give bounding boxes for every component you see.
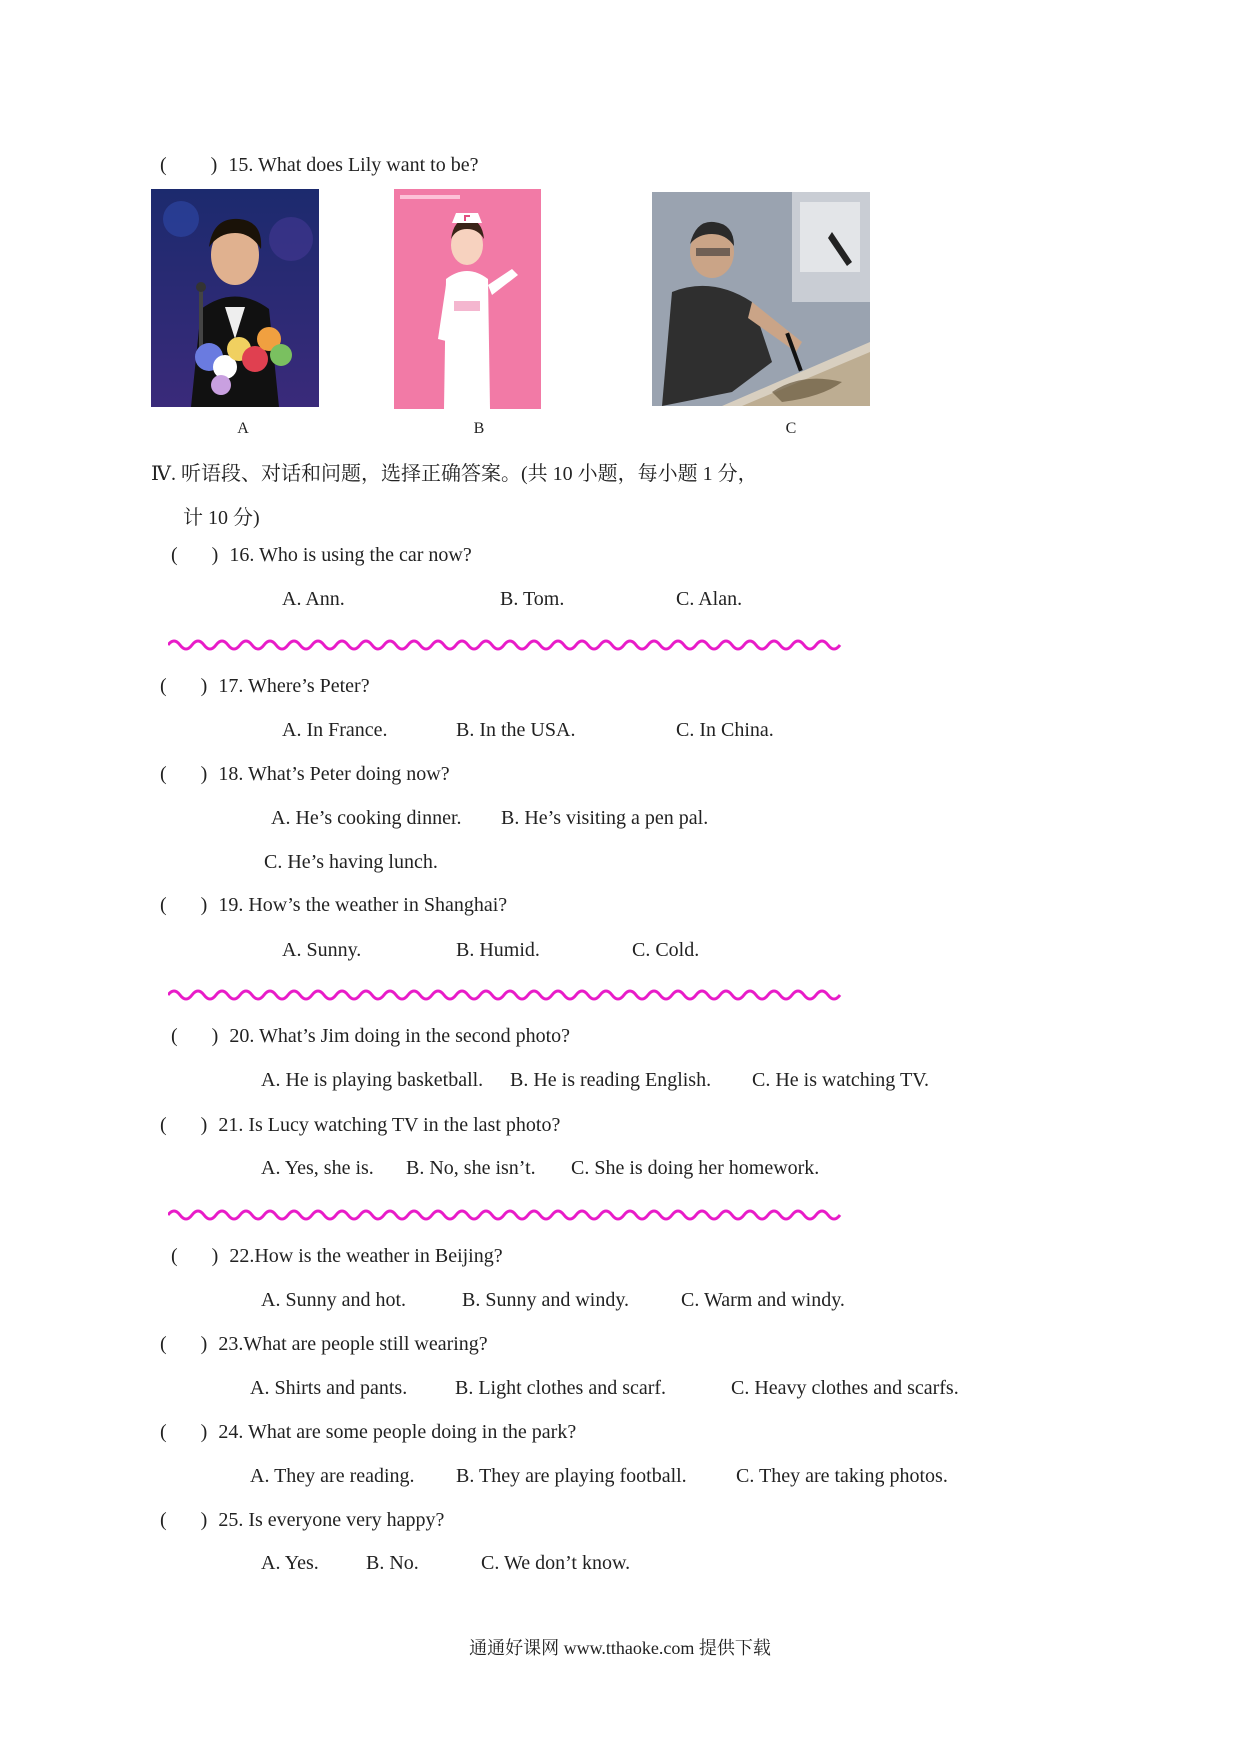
q25-option-a: A. Yes. [261, 1552, 319, 1574]
q18-option-a: A. He’s cooking dinner. [271, 807, 462, 829]
q18-option-b: B. He’s visiting a pen pal. [501, 807, 709, 829]
answer-paren-open: ( [160, 1114, 167, 1136]
q24-option-b: B. They are playing football. [456, 1465, 687, 1487]
answer-paren-open: ( [171, 1245, 178, 1267]
q21-option-b: B. No, she isn’t. [406, 1157, 536, 1179]
question-19 [160, 894, 507, 917]
question-text: 17. Where’s Peter? [218, 675, 370, 697]
q17-option-a: A. In France. [282, 719, 388, 741]
answer-paren-open: ( [160, 1333, 167, 1355]
question-text: 20. What’s Jim doing in the second photo? [229, 1025, 571, 1047]
q23-option-a: A. Shirts and pants. [250, 1377, 408, 1399]
answer-paren-open: ( [160, 154, 167, 176]
q17-option-b: B. In the USA. [456, 719, 576, 741]
q18-option-c: C. He’s having lunch. [264, 851, 438, 873]
q21-option-a: A. Yes, she is. [261, 1157, 374, 1179]
question-text: 24. What are some people doing in the park? [218, 1421, 577, 1443]
answer-paren-open: ( [160, 1509, 167, 1531]
question-16 [171, 544, 472, 567]
question-text: 25. Is everyone very happy? [218, 1509, 445, 1531]
answer-paren-open: ( [160, 894, 167, 916]
q24-option-a: A. They are reading. [250, 1465, 415, 1487]
answer-paren-open: ( [171, 544, 178, 566]
label-a: A [237, 420, 249, 437]
q25-option-b: B. No. [366, 1552, 419, 1574]
q20-option-a: A. He is playing basketball. [261, 1069, 484, 1091]
question-21 [160, 1114, 560, 1137]
answer-paren-close: ) [200, 1509, 208, 1531]
answer-paren-close: ) [200, 1114, 208, 1136]
q17-option-c: C. In China. [676, 719, 774, 741]
q19-option-b: B. Humid. [456, 939, 540, 961]
answer-paren-close: ) [211, 1025, 219, 1047]
decorative-separator [168, 987, 858, 1003]
photo-b-nurse [394, 189, 541, 409]
photo-a-man-with-flowers [151, 189, 319, 407]
answer-paren-open: ( [160, 763, 167, 785]
question-text: 15. What does Lily want to be? [228, 154, 479, 176]
q22-option-c: C. Warm and windy. [681, 1289, 845, 1311]
label-c: C [785, 420, 797, 437]
photo-c-artist-painting [652, 192, 870, 406]
decorative-separator [168, 637, 858, 653]
answer-paren-close: ) [200, 763, 208, 785]
question-20 [171, 1025, 570, 1048]
q23-option-c: C. Heavy clothes and scarfs. [731, 1377, 959, 1399]
q24-option-c: C. They are taking photos. [736, 1465, 948, 1487]
q20-option-b: B. He is reading English. [510, 1069, 712, 1091]
answer-paren-close: ) [200, 894, 208, 916]
label-b: B [473, 420, 485, 437]
q16-option-c: C. Alan. [676, 588, 743, 610]
question-24 [160, 1421, 576, 1444]
q22-option-a: A. Sunny and hot. [261, 1289, 406, 1311]
q19-option-c: C. Cold. [632, 939, 700, 961]
question-text: 21. Is Lucy watching TV in the last photo? [218, 1114, 561, 1136]
question-17 [160, 675, 370, 698]
question-text: 23.What are people still wearing? [218, 1333, 488, 1355]
question-text: 22.How is the weather in Beijing? [229, 1245, 503, 1267]
q16-option-a: A. Ann. [282, 588, 345, 610]
answer-paren-open: ( [160, 675, 167, 697]
page-footer: 通通好课网 www.tthaoke.com 提供下载 [469, 1638, 771, 1658]
section-4-heading: Ⅳ. 听语段、对话和问题，选择正确答案。(共 10 小题，每小题 1 分， [151, 463, 758, 485]
answer-paren-close: ) [211, 544, 219, 566]
q15-line [160, 154, 478, 177]
decorative-separator [168, 1207, 858, 1223]
answer-paren-close: ) [211, 1245, 219, 1267]
q23-option-b: B. Light clothes and scarf. [455, 1377, 667, 1399]
question-text: 16. Who is using the car now? [229, 544, 472, 566]
section-4-heading-cont: 计 10 分) [183, 507, 260, 529]
q19-option-a: A. Sunny. [282, 939, 362, 961]
q25-option-c: C. We don’t know. [481, 1552, 631, 1574]
answer-paren-open: ( [171, 1025, 178, 1047]
question-18 [160, 763, 450, 786]
q21-option-c: C. She is doing her homework. [571, 1157, 820, 1179]
question-23 [160, 1333, 488, 1356]
question-text: 19. How’s the weather in Shanghai? [218, 894, 508, 916]
q20-option-c: C. He is watching TV. [752, 1069, 930, 1091]
q22-option-b: B. Sunny and windy. [462, 1289, 630, 1311]
answer-paren-close: ) [200, 675, 208, 697]
question-22 [171, 1245, 503, 1268]
question-text: 18. What’s Peter doing now? [218, 763, 450, 785]
question-25 [160, 1509, 444, 1532]
q16-option-b: B. Tom. [500, 588, 565, 610]
answer-paren-close: ) [210, 154, 218, 176]
answer-paren-open: ( [160, 1421, 167, 1443]
answer-paren-close: ) [200, 1421, 208, 1443]
answer-paren-close: ) [200, 1333, 208, 1355]
